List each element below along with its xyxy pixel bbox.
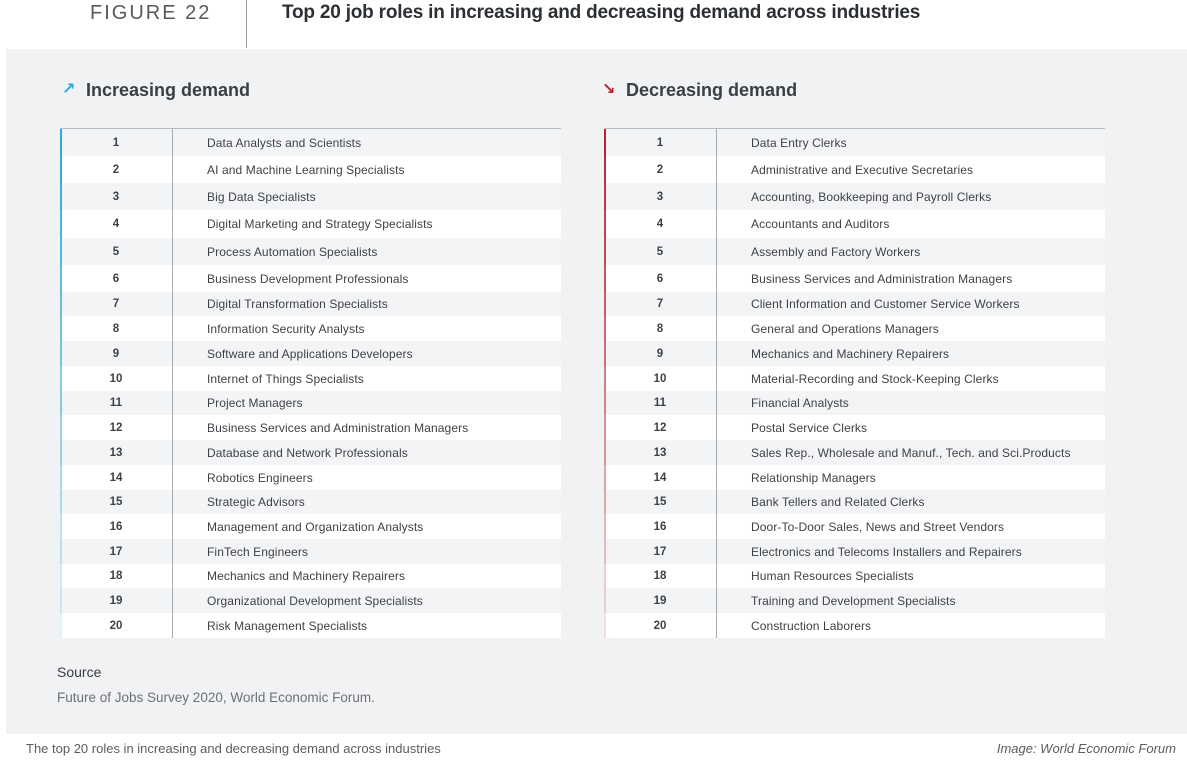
rank-accent-bar: [604, 564, 606, 588]
table-row: [604, 415, 1105, 440]
rank-accent-bar: [60, 366, 62, 391]
table-row: [604, 465, 1105, 490]
rank-accent-bar: [60, 210, 62, 238]
job-role-name: Mechanics and Machinery Repairers: [207, 569, 406, 583]
job-role-name: Process Automation Specialists: [207, 244, 378, 259]
job-role-name: Organizational Development Specialists: [207, 593, 423, 608]
rank-number: 18: [604, 564, 717, 588]
rank-accent-bar: [604, 210, 606, 238]
table-row: [60, 440, 561, 465]
job-role-name: Strategic Advisors: [207, 495, 305, 509]
job-role-name: Bank Tellers and Related Clerks: [751, 495, 925, 509]
rank-accent-bar: [604, 341, 606, 366]
rank-accent-bar: [60, 183, 62, 210]
job-role-name: Construction Laborers: [751, 618, 872, 633]
job-role-name: Database and Network Professionals: [207, 445, 408, 460]
rank-accent-bar: [60, 588, 62, 613]
job-role-name: Business Services and Administration Managers: [751, 271, 1013, 286]
table-row: [604, 440, 1105, 465]
job-role-name: Big Data Specialists: [207, 189, 316, 204]
rank-accent-bar: [604, 129, 606, 156]
rank-number: 11: [604, 391, 717, 415]
job-role-name: Data Entry Clerks: [751, 135, 847, 150]
rank-number: 9: [60, 341, 173, 366]
figure-title: Top 20 job roles in increasing and decreasing demand across industries: [282, 2, 921, 23]
rank-number: 2: [60, 156, 173, 183]
rank-accent-bar: [604, 415, 606, 440]
table-row: [60, 588, 561, 613]
rank-number: 16: [60, 514, 173, 539]
rank-accent-bar: [60, 539, 62, 564]
job-role-name: Material-Recording and Stock-Keeping Clerks: [751, 371, 999, 386]
decreasing-demand-table: [604, 128, 1105, 638]
job-role-name: FinTech Engineers: [207, 544, 309, 559]
figure-label: FIGURE 22: [90, 2, 212, 24]
rank-accent-bar: [604, 238, 606, 265]
job-role-name: Business Services and Administration Managers: [207, 420, 469, 435]
table-row: [604, 613, 1105, 638]
job-role-name: Relationship Managers: [751, 470, 876, 485]
arrow-up-right-icon: ↗: [62, 81, 76, 98]
table-row: [60, 265, 561, 292]
rank-accent-bar: [60, 316, 62, 341]
rank-accent-bar: [604, 156, 606, 183]
rank-accent-bar: [604, 588, 606, 613]
rank-accent-bar: [60, 129, 62, 156]
rank-number: 1: [60, 129, 173, 156]
arrow-down-right-icon: ↘: [602, 81, 616, 98]
rank-accent-bar: [60, 265, 62, 292]
table-row: [604, 129, 1105, 156]
rank-number: 5: [604, 238, 717, 265]
table-row: [60, 539, 561, 564]
job-role-name: Accountants and Auditors: [751, 217, 890, 231]
rank-accent-bar: [604, 490, 606, 514]
job-role-name: AI and Machine Learning Specialists: [207, 162, 405, 177]
rank-accent-bar: [60, 292, 62, 316]
job-role-name: Digital Marketing and Strategy Specialists: [207, 217, 433, 231]
job-role-name: Information Security Analysts: [207, 321, 365, 336]
job-role-name: Assembly and Factory Workers: [751, 244, 921, 259]
job-role-name: General and Operations Managers: [751, 321, 939, 336]
rank-number: 8: [60, 316, 173, 341]
rank-accent-bar: [604, 265, 606, 292]
job-role-name: Client Information and Customer Service Workers: [751, 297, 1020, 311]
rank-number: 18: [60, 564, 173, 588]
rank-accent-bar: [60, 156, 62, 183]
rank-number: 6: [604, 265, 717, 292]
rank-number: 16: [604, 514, 717, 539]
job-role-name: Business Development Professionals: [207, 271, 409, 286]
rank-number: 9: [604, 341, 717, 366]
table-row: [604, 539, 1105, 564]
rank-number: 17: [60, 539, 173, 564]
rank-number: 8: [604, 316, 717, 341]
job-role-name: Software and Applications Developers: [207, 346, 413, 361]
table-row: [604, 366, 1105, 391]
table-row: [604, 490, 1105, 514]
rank-number: 4: [60, 210, 173, 238]
rank-number: 10: [60, 366, 173, 391]
job-role-name: Human Resources Specialists: [751, 569, 914, 583]
image-caption: The top 20 roles in increasing and decreasing demand across industries: [26, 741, 441, 756]
rank-accent-bar: [604, 465, 606, 490]
rank-number: 12: [604, 415, 717, 440]
table-row: [60, 183, 561, 210]
source-label: Source: [57, 664, 102, 680]
job-role-name: Accounting, Bookkeeping and Payroll Clerks: [751, 189, 992, 204]
table-row: [60, 316, 561, 341]
table-row: [604, 564, 1105, 588]
rank-accent-bar: [60, 514, 62, 539]
rank-number: 7: [60, 292, 173, 316]
rank-accent-bar: [60, 564, 62, 588]
rank-number: 20: [604, 613, 717, 638]
job-role-name: Management and Organization Analysts: [207, 519, 424, 534]
job-role-name: Internet of Things Specialists: [207, 371, 364, 386]
rank-number: 2: [604, 156, 717, 183]
job-role-name: Training and Development Specialists: [751, 593, 956, 608]
table-row: [60, 465, 561, 490]
table-row: [604, 588, 1105, 613]
table-row: [60, 341, 561, 366]
rank-accent-bar: [604, 183, 606, 210]
job-role-name: Data Analysts and Scientists: [207, 135, 362, 150]
table-row: [60, 391, 561, 415]
rank-number: 11: [60, 391, 173, 415]
rank-number: 20: [60, 613, 173, 638]
job-role-name: Risk Management Specialists: [207, 618, 368, 633]
job-role-name: Mechanics and Machinery Repairers: [751, 346, 950, 361]
job-role-name: Digital Transformation Specialists: [207, 297, 388, 311]
decreasing-demand-heading: [602, 77, 797, 103]
table-row: [60, 415, 561, 440]
rank-number: 17: [604, 539, 717, 564]
rank-number: 1: [604, 129, 717, 156]
rank-accent-bar: [604, 514, 606, 539]
image-credit: Image: World Economic Forum: [996, 741, 1176, 756]
increasing-demand-table: [60, 128, 561, 638]
rank-number: 13: [60, 440, 173, 465]
rank-number: 3: [60, 183, 173, 210]
rank-number: 6: [60, 265, 173, 292]
rank-number: 15: [60, 490, 173, 514]
job-role-name: Sales Rep., Wholesale and Manuf., Tech. and Sci.Products: [751, 445, 1071, 460]
table-row: [60, 490, 561, 514]
rank-accent-bar: [60, 391, 62, 415]
table-row: [604, 156, 1105, 183]
rank-accent-bar: [60, 238, 62, 265]
rank-accent-bar: [60, 440, 62, 465]
job-role-name: Postal Service Clerks: [751, 420, 868, 435]
table-row: [604, 238, 1105, 265]
rank-number: 4: [604, 210, 717, 238]
table-row: [604, 341, 1105, 366]
rank-accent-bar: [604, 316, 606, 341]
rank-number: 10: [604, 366, 717, 391]
rank-accent-bar: [604, 391, 606, 415]
rank-number: 5: [60, 238, 173, 265]
rank-accent-bar: [60, 490, 62, 514]
job-role-name: Financial Analysts: [751, 396, 849, 410]
table-row: [604, 391, 1105, 415]
job-role-name: Robotics Engineers: [207, 470, 313, 485]
table-row: [60, 210, 561, 238]
rank-number: 7: [604, 292, 717, 316]
rank-number: 15: [604, 490, 717, 514]
table-row: [60, 564, 561, 588]
job-role-name: Electronics and Telecoms Installers and Repairers: [751, 544, 1022, 559]
table-row: [604, 514, 1105, 539]
rank-number: 19: [60, 588, 173, 613]
rank-accent-bar: [60, 613, 62, 638]
table-row: [60, 156, 561, 183]
rank-number: 3: [604, 183, 717, 210]
rank-number: 14: [60, 465, 173, 490]
rank-number: 12: [60, 415, 173, 440]
table-row: [60, 613, 561, 638]
source-text: Future of Jobs Survey 2020, World Economic Forum.: [57, 690, 375, 705]
table-row: [60, 514, 561, 539]
job-role-name: Door-To-Door Sales, News and Street Vendors: [751, 519, 1005, 534]
table-row: [60, 366, 561, 391]
table-row: [60, 238, 561, 265]
rank-accent-bar: [604, 539, 606, 564]
job-role-name: Project Managers: [207, 396, 303, 410]
increasing-demand-heading-label: Increasing demand: [86, 80, 251, 100]
table-row: [604, 316, 1105, 341]
rank-accent-bar: [60, 465, 62, 490]
table-row: [604, 183, 1105, 210]
table-row: [604, 265, 1105, 292]
rank-accent-bar: [604, 613, 606, 638]
rank-number: 19: [604, 588, 717, 613]
rank-accent-bar: [60, 415, 62, 440]
rank-accent-bar: [604, 366, 606, 391]
rank-number: 14: [604, 465, 717, 490]
decreasing-demand-heading-label: Decreasing demand: [626, 80, 798, 100]
table-row: [60, 129, 561, 156]
rank-accent-bar: [60, 341, 62, 366]
job-role-name: Administrative and Executive Secretaries: [751, 162, 974, 177]
rank-accent-bar: [604, 292, 606, 316]
table-row: [60, 292, 561, 316]
increasing-demand-heading: [62, 77, 250, 103]
table-row: [604, 292, 1105, 316]
rank-number: 13: [604, 440, 717, 465]
header-divider: [246, 0, 247, 48]
table-row: [604, 210, 1105, 238]
rank-accent-bar: [604, 440, 606, 465]
